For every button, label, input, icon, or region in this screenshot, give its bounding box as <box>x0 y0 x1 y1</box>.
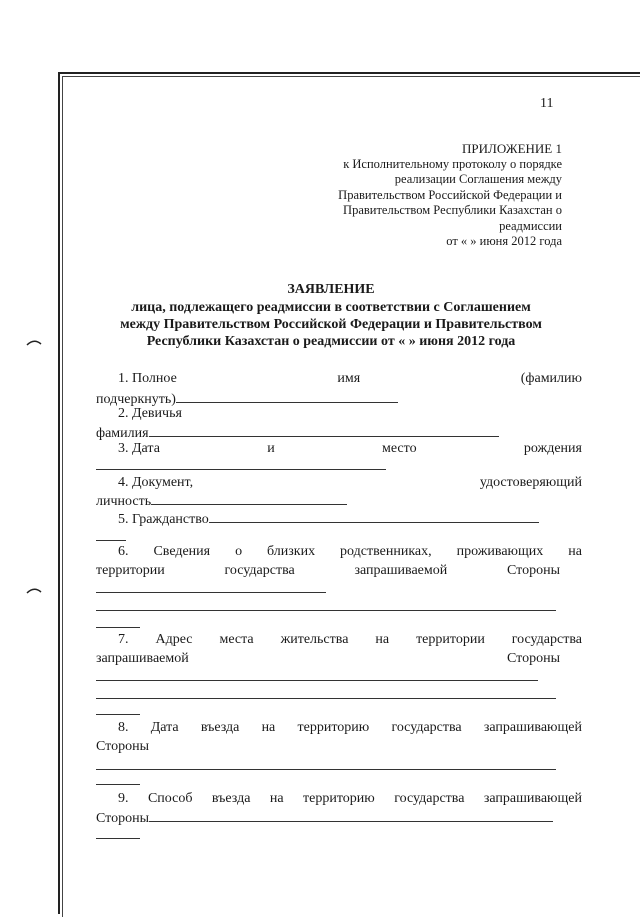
field-8-line <box>96 719 582 737</box>
field-3-word: и <box>267 441 275 456</box>
appendix-block <box>312 141 562 250</box>
field-9-word: на <box>269 791 284 806</box>
field-8-word: запрашивающей <box>483 720 582 735</box>
field-6-word: на <box>568 544 582 559</box>
appendix-line: к Исполнительному протоколу о порядке <box>343 156 562 171</box>
field-2-label: 2. Девичья <box>118 406 182 421</box>
field-3-label: 3. Дата <box>118 441 160 456</box>
field-1-word: имя <box>337 371 361 386</box>
field-6-word: запрашиваемой <box>354 563 448 578</box>
field-2-cont <box>96 422 560 440</box>
field-8-word: государства <box>391 720 462 735</box>
field-8-word: Стороны <box>96 739 149 754</box>
field-1-word: (фамилию <box>520 371 582 386</box>
field-5-input-line[interactable] <box>209 508 539 523</box>
field-8-word: въезда <box>200 720 240 735</box>
field-6-word: проживающих <box>456 544 544 559</box>
field-9-word: Способ <box>147 791 193 806</box>
field-6-word: близких <box>267 544 316 559</box>
field-8-input-line[interactable] <box>96 784 140 785</box>
field-2-line <box>96 405 582 423</box>
field-3-line <box>96 440 582 458</box>
field-5-line <box>96 508 582 526</box>
appendix-line: Правительством Российской Федерации и <box>338 187 562 202</box>
field-7-line-2 <box>96 650 560 668</box>
field-7-word: 7. <box>118 632 129 647</box>
field-9-line-2 <box>96 807 560 825</box>
page-number: 11 <box>540 96 554 111</box>
field-7-word: территории <box>416 632 485 647</box>
field-4-input-line[interactable] <box>151 490 347 505</box>
document-subtitle-line: Республики Казахстан о реадмиссии от « » июня 2012 года <box>146 334 516 349</box>
field-6-word: государства <box>224 563 295 578</box>
field-6-line-2 <box>96 562 560 580</box>
field-6-word: родственниках, <box>340 544 432 559</box>
field-6-word: Сведения <box>153 544 211 559</box>
field-9-word: государства <box>394 791 465 806</box>
field-3-input-line[interactable] <box>96 469 386 470</box>
field-7-line <box>96 631 582 649</box>
field-2-input-line[interactable] <box>149 422 499 437</box>
field-9-line <box>96 790 582 808</box>
appendix-line: Правительством Республики Казахстан о <box>343 203 562 217</box>
field-8-input-line[interactable] <box>96 769 556 770</box>
appendix-line: реадмиссии <box>499 218 562 233</box>
appendix-line: от « » июня 2012 года <box>446 234 562 248</box>
field-7-word: государства <box>511 632 582 647</box>
field-6-line <box>96 543 582 561</box>
margin-mark <box>26 338 42 346</box>
field-9-word: 9. <box>118 791 129 806</box>
field-8-word: на <box>261 720 276 735</box>
appendix-line: реализации Соглашения между <box>394 172 562 186</box>
field-8-word: Дата <box>150 720 179 735</box>
field-9-word: Стороны <box>96 811 149 826</box>
document-subtitle-line: лица, подлежащего реадмиссии в соответствии с Соглашением <box>131 300 531 315</box>
field-4-label: 4. Документ, <box>118 475 194 490</box>
field-6-input-line[interactable] <box>96 610 556 611</box>
field-3-word: рождения <box>523 441 582 456</box>
field-9-word: запрашивающей <box>483 791 582 806</box>
field-4-cont-text: личность <box>96 494 152 509</box>
field-1-label: 1. Полное <box>118 371 177 386</box>
field-1-cont-text: подчеркнуть) <box>96 392 176 407</box>
field-1-input-line[interactable] <box>176 388 398 403</box>
field-6-word: о <box>235 544 243 559</box>
margin-mark <box>26 586 42 594</box>
field-6-input-line[interactable] <box>96 627 140 628</box>
field-1-line <box>96 370 582 388</box>
field-8-word: территорию <box>297 720 370 735</box>
field-7-word: места <box>219 632 254 647</box>
field-6-input-line[interactable] <box>96 592 326 593</box>
field-4-word: удостоверяющий <box>479 475 582 490</box>
field-8-word: 8. <box>118 720 129 735</box>
field-7-word: на <box>375 632 390 647</box>
field-7-word: жительства <box>280 632 349 647</box>
field-9-word: территорию <box>303 791 375 806</box>
field-4-cont <box>96 490 560 508</box>
field-7-input-line[interactable] <box>96 714 140 715</box>
field-9-input-line[interactable] <box>96 838 140 839</box>
document-title: ЗАЯВЛЕНИЕ <box>287 282 375 297</box>
field-3-word: место <box>382 441 417 456</box>
field-2-cont-text: фамилия <box>96 426 149 441</box>
field-6-word: территории <box>96 563 165 578</box>
field-5-label: 5. Гражданство <box>118 512 209 527</box>
field-7-word: запрашиваемой <box>96 651 189 666</box>
field-5-input-line-cont[interactable] <box>96 540 126 541</box>
appendix-heading: ПРИЛОЖЕНИЕ 1 <box>462 141 562 156</box>
field-1-cont <box>96 388 560 406</box>
field-9-input-line[interactable] <box>149 807 553 822</box>
field-7-word: Стороны <box>507 651 560 666</box>
field-7-word: Адрес <box>155 632 193 647</box>
field-6-word: 6. <box>118 544 129 559</box>
document-subtitle-line: между Правительством Российской Федерации и Правительством <box>120 317 542 332</box>
field-7-input-line[interactable] <box>96 698 556 699</box>
field-9-word: въезда <box>211 791 251 806</box>
field-8-line-2 <box>96 738 560 756</box>
field-7-input-line[interactable] <box>96 680 538 681</box>
field-6-word: Стороны <box>507 563 560 578</box>
